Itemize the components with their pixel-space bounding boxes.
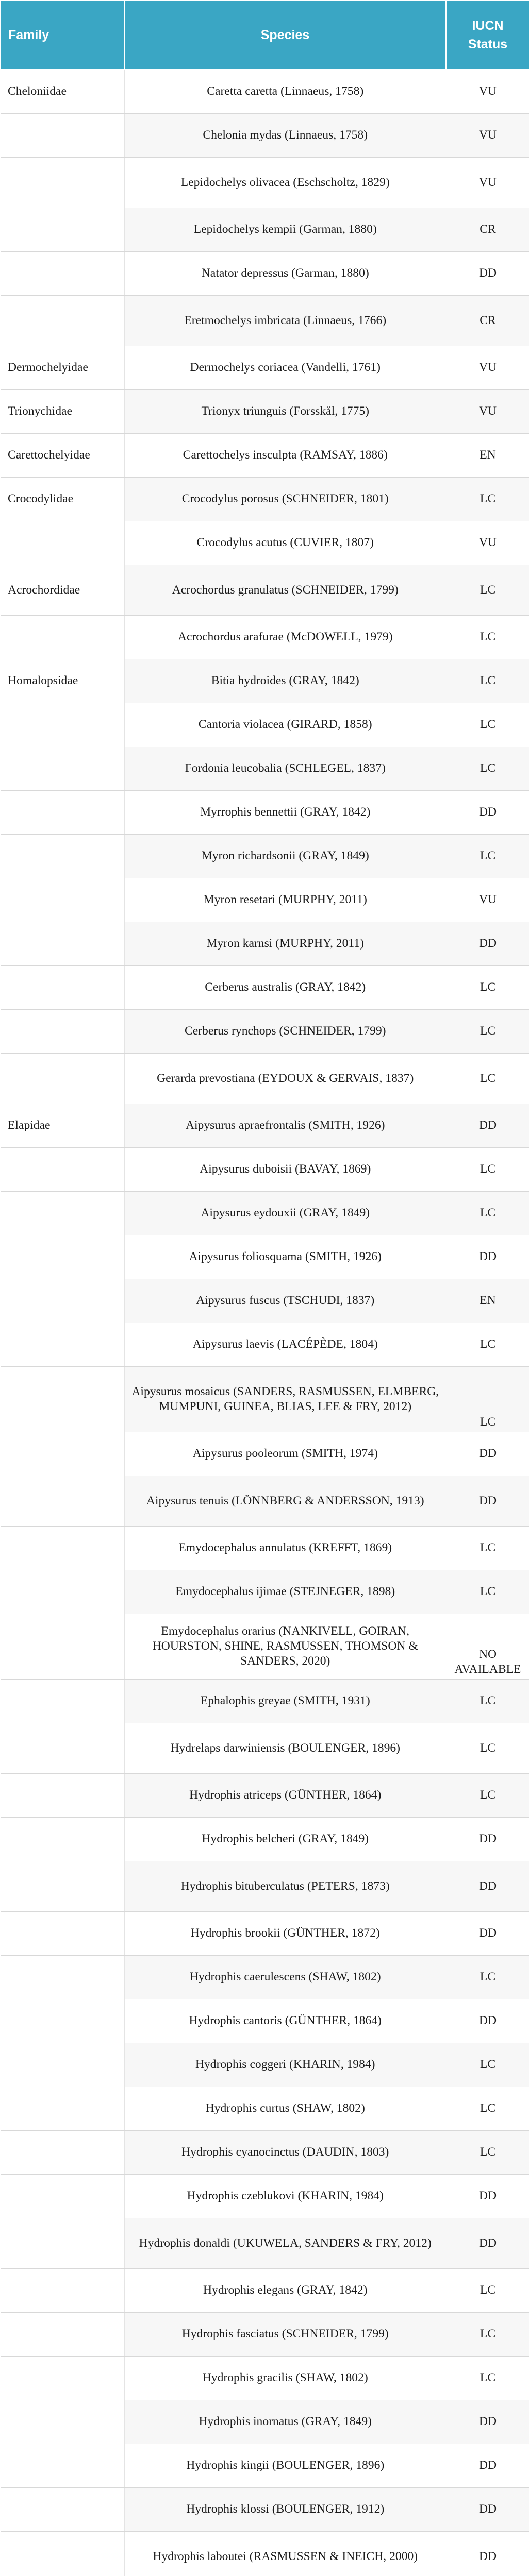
species-cell: Aipysurus apraefrontalis (SMITH, 1926) xyxy=(124,1104,446,1147)
table-row xyxy=(1,565,529,615)
iucn-status-cell: NO AVAILABLE xyxy=(446,1614,529,1679)
species-cell: Myrrophis bennettii (GRAY, 1842) xyxy=(124,790,446,834)
iucn-status-cell: DD xyxy=(446,2444,529,2487)
iucn-status-cell: CR xyxy=(446,295,529,346)
family-cell xyxy=(1,1191,124,1235)
family-cell: Crocodylidae xyxy=(1,477,124,521)
species-cell: Caretta caretta (Linnaeus, 1758) xyxy=(124,70,446,113)
table-row xyxy=(1,2487,529,2531)
table-row xyxy=(1,834,529,878)
species-cell: Myron resetari (MURPHY, 2011) xyxy=(124,878,446,922)
species-cell: Hydrophis czeblukovi (KHARIN, 1984) xyxy=(124,2174,446,2218)
table-row xyxy=(1,70,529,113)
species-cell: Hydrophis belcheri (GRAY, 1849) xyxy=(124,1817,446,1861)
table-row xyxy=(1,2268,529,2312)
iucn-status-cell: LC xyxy=(446,2130,529,2174)
iucn-status-cell: DD xyxy=(446,922,529,965)
species-cell: Aipysurus pooleorum (SMITH, 1974) xyxy=(124,1432,446,1476)
iucn-status-cell: VU xyxy=(446,70,529,113)
family-cell xyxy=(1,1432,124,1476)
family-cell xyxy=(1,922,124,965)
table-row xyxy=(1,1476,529,1526)
table-row xyxy=(1,251,529,295)
species-cell: Aipysurus eydouxii (GRAY, 1849) xyxy=(124,1191,446,1235)
species-cell: Hydrophis coggeri (KHARIN, 1984) xyxy=(124,2043,446,2087)
iucn-status-cell: DD xyxy=(446,2218,529,2268)
species-cell: Acrochordus granulatus (SCHNEIDER, 1799) xyxy=(124,565,446,615)
iucn-status-cell: LC xyxy=(446,659,529,703)
table-row xyxy=(1,2400,529,2444)
iucn-status-cell: LC xyxy=(446,1526,529,1570)
family-cell xyxy=(1,2531,124,2576)
iucn-status-cell: DD xyxy=(446,1432,529,1476)
family-cell xyxy=(1,1773,124,1817)
iucn-status-cell: EN xyxy=(446,1279,529,1323)
family-cell xyxy=(1,1614,124,1679)
species-cell: Hydrophis caerulescens (SHAW, 1802) xyxy=(124,1955,446,1999)
species-cell: Myron richardsonii (GRAY, 1849) xyxy=(124,834,446,878)
table-row xyxy=(1,477,529,521)
table-row xyxy=(1,389,529,433)
family-cell: Elapidae xyxy=(1,1104,124,1147)
species-cell: Myron karnsi (MURPHY, 2011) xyxy=(124,922,446,965)
family-cell: Dermochelyidae xyxy=(1,346,124,389)
table-row xyxy=(1,2312,529,2356)
table-row xyxy=(1,2087,529,2130)
family-cell xyxy=(1,1147,124,1191)
species-cell: Gerarda prevostiana (EYDOUX & GERVAIS, 1837) xyxy=(124,1053,446,1104)
iucn-status-cell: VU xyxy=(446,389,529,433)
table-row xyxy=(1,1366,529,1432)
header-species[interactable]: Species xyxy=(124,1,446,70)
iucn-status-cell: DD xyxy=(446,790,529,834)
species-cell: Hydrophis elegans (GRAY, 1842) xyxy=(124,2268,446,2312)
species-cell: Emydocephalus orarius (NANKIVELL, GOIRAN, HOURSTON, SHINE, RASMUSSEN, THOMSON & SANDERS, 2020) xyxy=(124,1614,446,1679)
iucn-status-cell: LC xyxy=(446,2356,529,2400)
table-row xyxy=(1,157,529,208)
iucn-status-cell: EN xyxy=(446,433,529,477)
iucn-status-cell: DD xyxy=(446,1861,529,1911)
family-cell xyxy=(1,1817,124,1861)
table-row xyxy=(1,1279,529,1323)
iucn-status-cell: DD xyxy=(446,1817,529,1861)
species-cell: Carettochelys insculpta (RAMSAY, 1886) xyxy=(124,433,446,477)
iucn-status-cell: LC xyxy=(446,477,529,521)
species-cell: Chelonia mydas (Linnaeus, 1758) xyxy=(124,113,446,157)
species-cell: Lepidochelys kempii (Garman, 1880) xyxy=(124,208,446,251)
family-cell xyxy=(1,2043,124,2087)
family-cell: Acrochordidae xyxy=(1,565,124,615)
iucn-status-cell: VU xyxy=(446,878,529,922)
species-cell: Natator depressus (Garman, 1880) xyxy=(124,251,446,295)
species-cell: Hydrophis kingii (BOULENGER, 1896) xyxy=(124,2444,446,2487)
family-cell xyxy=(1,208,124,251)
table-row xyxy=(1,1235,529,1279)
family-cell xyxy=(1,703,124,747)
table-row xyxy=(1,2356,529,2400)
table-row xyxy=(1,747,529,790)
family-cell xyxy=(1,747,124,790)
table-row xyxy=(1,1773,529,1817)
table-row xyxy=(1,1614,529,1679)
family-cell xyxy=(1,2218,124,2268)
family-cell xyxy=(1,1235,124,1279)
iucn-status-cell: CR xyxy=(446,208,529,251)
table-header xyxy=(1,1,529,70)
iucn-status-cell: LC xyxy=(446,1570,529,1614)
table-row xyxy=(1,2043,529,2087)
iucn-status-cell: DD xyxy=(446,2174,529,2218)
family-cell xyxy=(1,2356,124,2400)
species-cell: Hydrophis fasciatus (SCHNEIDER, 1799) xyxy=(124,2312,446,2356)
species-cell: Eretmochelys imbricata (Linnaeus, 1766) xyxy=(124,295,446,346)
family-cell xyxy=(1,1723,124,1773)
table-row xyxy=(1,1955,529,1999)
family-cell xyxy=(1,2174,124,2218)
table-row xyxy=(1,965,529,1009)
iucn-status-cell: LC xyxy=(446,1366,529,1432)
iucn-status-cell: DD xyxy=(446,2531,529,2576)
species-cell: Aipysurus mosaicus (SANDERS, RASMUSSEN, ELMBERG, MUMPUNI, GUINEA, BLIAS, LEE & FRY, 2012) xyxy=(124,1366,446,1432)
table-row xyxy=(1,1817,529,1861)
iucn-status-cell: LC xyxy=(446,2043,529,2087)
table-row xyxy=(1,2531,529,2576)
species-cell: Aipysurus duboisii (BAVAY, 1869) xyxy=(124,1147,446,1191)
table-row xyxy=(1,1147,529,1191)
table-row xyxy=(1,521,529,565)
species-cell: Dermochelys coriacea (Vandelli, 1761) xyxy=(124,346,446,389)
table-row xyxy=(1,878,529,922)
table-row xyxy=(1,2218,529,2268)
family-cell xyxy=(1,2444,124,2487)
family-cell xyxy=(1,1999,124,2043)
family-cell xyxy=(1,1570,124,1614)
table-row xyxy=(1,1432,529,1476)
species-cell: Cerberus australis (GRAY, 1842) xyxy=(124,965,446,1009)
table-row xyxy=(1,615,529,659)
iucn-status-cell: VU xyxy=(446,346,529,389)
table-row xyxy=(1,1009,529,1053)
iucn-status-cell: LC xyxy=(446,2087,529,2130)
table-row xyxy=(1,790,529,834)
iucn-status-cell: VU xyxy=(446,521,529,565)
species-cell: Lepidochelys olivacea (Eschscholtz, 1829) xyxy=(124,157,446,208)
iucn-status-cell: LC xyxy=(446,2312,529,2356)
iucn-status-cell: LC xyxy=(446,1053,529,1104)
iucn-status-cell: LC xyxy=(446,1009,529,1053)
iucn-status-cell: LC xyxy=(446,965,529,1009)
family-cell xyxy=(1,157,124,208)
iucn-status-cell: LC xyxy=(446,703,529,747)
species-cell: Crocodylus acutus (CUVIER, 1807) xyxy=(124,521,446,565)
species-cell: Hydrophis cantoris (GÜNTHER, 1864) xyxy=(124,1999,446,2043)
species-cell: Cantoria violacea (GIRARD, 1858) xyxy=(124,703,446,747)
header-iucn-status[interactable]: IUCN Status xyxy=(446,1,529,70)
family-cell xyxy=(1,1476,124,1526)
table-row xyxy=(1,659,529,703)
species-cell: Hydrophis curtus (SHAW, 1802) xyxy=(124,2087,446,2130)
table-row xyxy=(1,433,529,477)
iucn-status-cell: LC xyxy=(446,1323,529,1366)
species-cell: Trionyx triunguis (Forsskål, 1775) xyxy=(124,389,446,433)
table-row xyxy=(1,703,529,747)
table-row xyxy=(1,1861,529,1911)
family-cell xyxy=(1,1323,124,1366)
table-row xyxy=(1,1526,529,1570)
family-cell xyxy=(1,1009,124,1053)
iucn-status-cell: DD xyxy=(446,1911,529,1955)
table-row xyxy=(1,346,529,389)
table-row xyxy=(1,2444,529,2487)
iucn-status-cell: DD xyxy=(446,2487,529,2531)
species-cell: Hydrophis bituberculatus (PETERS, 1873) xyxy=(124,1861,446,1911)
species-cell: Aipysurus tenuis (LÖNNBERG & ANDERSSON, 1913) xyxy=(124,1476,446,1526)
species-cell: Crocodylus porosus (SCHNEIDER, 1801) xyxy=(124,477,446,521)
iucn-status-cell: LC xyxy=(446,615,529,659)
family-cell xyxy=(1,1955,124,1999)
table-row xyxy=(1,1723,529,1773)
iucn-status-cell: LC xyxy=(446,565,529,615)
table-row xyxy=(1,1191,529,1235)
iucn-status-cell: LC xyxy=(446,1679,529,1723)
family-cell: Cheloniidae xyxy=(1,70,124,113)
iucn-status-cell: LC xyxy=(446,1773,529,1817)
table-row xyxy=(1,295,529,346)
species-cell: Cerberus rynchops (SCHNEIDER, 1799) xyxy=(124,1009,446,1053)
family-cell xyxy=(1,2087,124,2130)
species-cell: Aipysurus fuscus (TSCHUDI, 1837) xyxy=(124,1279,446,1323)
family-cell xyxy=(1,2400,124,2444)
family-cell xyxy=(1,878,124,922)
family-cell xyxy=(1,1911,124,1955)
family-cell: Homalopsidae xyxy=(1,659,124,703)
iucn-status-cell: LC xyxy=(446,1191,529,1235)
family-cell xyxy=(1,2312,124,2356)
family-cell xyxy=(1,1053,124,1104)
table-row xyxy=(1,113,529,157)
table-row xyxy=(1,1053,529,1104)
table-row xyxy=(1,1104,529,1147)
table-row xyxy=(1,922,529,965)
table-row xyxy=(1,2130,529,2174)
species-cell: Fordonia leucobalia (SCHLEGEL, 1837) xyxy=(124,747,446,790)
family-cell xyxy=(1,113,124,157)
iucn-status-cell: VU xyxy=(446,157,529,208)
species-cell: Hydrophis donaldi (UKUWELA, SANDERS & FRY, 2012) xyxy=(124,2218,446,2268)
family-cell xyxy=(1,615,124,659)
iucn-status-cell: LC xyxy=(446,1723,529,1773)
family-cell xyxy=(1,1861,124,1911)
family-cell xyxy=(1,2130,124,2174)
iucn-status-cell: DD xyxy=(446,1476,529,1526)
table-body xyxy=(1,70,529,2576)
family-cell xyxy=(1,521,124,565)
iucn-status-cell: LC xyxy=(446,747,529,790)
species-cell: Aipysurus laevis (LACÉPÈDE, 1804) xyxy=(124,1323,446,1366)
family-cell xyxy=(1,790,124,834)
family-cell xyxy=(1,965,124,1009)
table-row xyxy=(1,2174,529,2218)
iucn-status-cell: DD xyxy=(446,1235,529,1279)
species-cell: Hydrophis laboutei (RASMUSSEN & INEICH, 2000) xyxy=(124,2531,446,2576)
family-cell xyxy=(1,834,124,878)
table-row xyxy=(1,1679,529,1723)
table-row xyxy=(1,208,529,251)
species-cell: Emydocephalus annulatus (KREFFT, 1869) xyxy=(124,1526,446,1570)
iucn-status-cell: DD xyxy=(446,1104,529,1147)
species-cell: Hydrophis klossi (BOULENGER, 1912) xyxy=(124,2487,446,2531)
table-row xyxy=(1,1323,529,1366)
iucn-status-cell: VU xyxy=(446,113,529,157)
header-family[interactable]: Family xyxy=(1,1,124,70)
species-cell: Acrochordus arafurae (McDOWELL, 1979) xyxy=(124,615,446,659)
species-cell: Hydrelaps darwiniensis (BOULENGER, 1896) xyxy=(124,1723,446,1773)
iucn-status-cell: LC xyxy=(446,834,529,878)
family-cell xyxy=(1,2487,124,2531)
table-row xyxy=(1,1911,529,1955)
iucn-status-cell: DD xyxy=(446,1999,529,2043)
iucn-status-cell: LC xyxy=(446,1955,529,1999)
iucn-status-cell: DD xyxy=(446,251,529,295)
species-cell: Hydrophis gracilis (SHAW, 1802) xyxy=(124,2356,446,2400)
iucn-status-cell: DD xyxy=(446,2400,529,2444)
family-cell xyxy=(1,251,124,295)
family-cell xyxy=(1,1279,124,1323)
family-cell: Trionychidae xyxy=(1,389,124,433)
species-cell: Hydrophis inornatus (GRAY, 1849) xyxy=(124,2400,446,2444)
species-cell: Bitia hydroides (GRAY, 1842) xyxy=(124,659,446,703)
species-cell: Emydocephalus ijimae (STEJNEGER, 1898) xyxy=(124,1570,446,1614)
table-row xyxy=(1,1570,529,1614)
family-cell xyxy=(1,1679,124,1723)
family-cell xyxy=(1,2268,124,2312)
iucn-status-cell: LC xyxy=(446,1147,529,1191)
species-cell: Hydrophis atriceps (GÜNTHER, 1864) xyxy=(124,1773,446,1817)
family-cell: Carettochelyidae xyxy=(1,433,124,477)
species-cell: Hydrophis brookii (GÜNTHER, 1872) xyxy=(124,1911,446,1955)
species-cell: Aipysurus foliosquama (SMITH, 1926) xyxy=(124,1235,446,1279)
header-row xyxy=(1,1,529,70)
iucn-status-cell: LC xyxy=(446,2268,529,2312)
table-row xyxy=(1,1999,529,2043)
family-cell xyxy=(1,295,124,346)
species-cell: Ephalophis greyae (SMITH, 1931) xyxy=(124,1679,446,1723)
species-cell: Hydrophis cyanocinctus (DAUDIN, 1803) xyxy=(124,2130,446,2174)
family-cell xyxy=(1,1366,124,1432)
family-cell xyxy=(1,1526,124,1570)
